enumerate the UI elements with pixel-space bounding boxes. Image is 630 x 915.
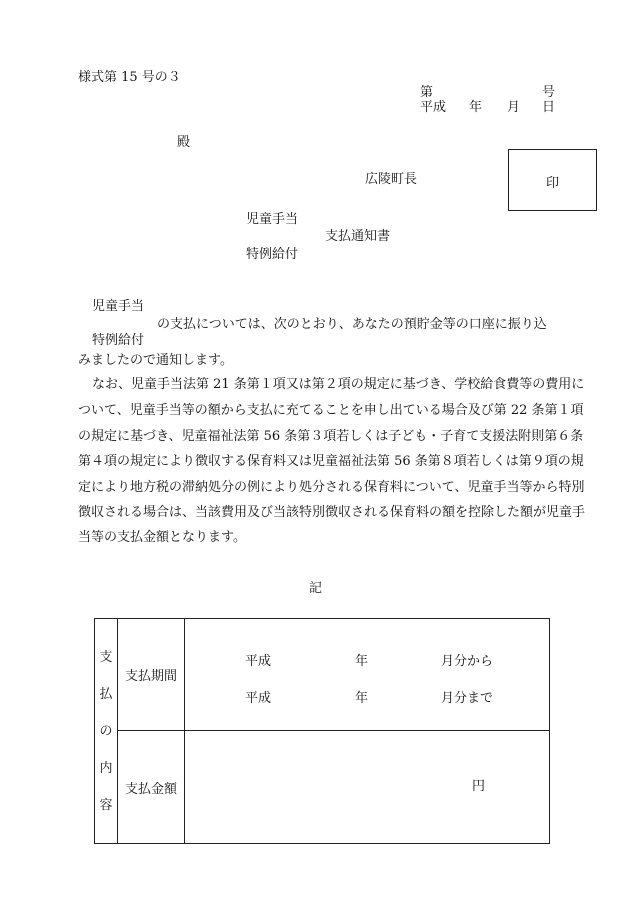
period-to-suffix: 月分まで bbox=[441, 691, 494, 706]
date-day: 日 bbox=[542, 100, 556, 115]
seal-box bbox=[508, 149, 597, 211]
doc-number-suffix: 号 bbox=[542, 85, 556, 100]
payment-content-side-label bbox=[95, 619, 118, 844]
payment-details-table bbox=[94, 618, 550, 844]
form-number: 様式第 15 号の３ bbox=[78, 70, 181, 85]
side-label-char: 支 bbox=[99, 649, 113, 665]
intro-text2: みましたので通知します。 bbox=[78, 353, 233, 368]
note-line: 徴収される場合は、当該費用及び当該特別徴収される保育料の額を控除した額が児童手 bbox=[78, 505, 586, 520]
issuer-name: 広陵町長 bbox=[365, 172, 418, 187]
period-from-suffix: 月分から bbox=[441, 654, 494, 669]
side-label-char: 払 bbox=[99, 686, 113, 702]
date-era: 平成 bbox=[420, 100, 447, 115]
period-values bbox=[185, 619, 550, 731]
title-line3: 特例給付 bbox=[246, 247, 299, 262]
note-line: なお、児童手当法第 21 条第１項又は第２項の規定に基づき、学校給食費等の費用に bbox=[92, 377, 585, 392]
period-from-era: 平成 bbox=[245, 654, 272, 669]
date-year: 年 bbox=[469, 100, 483, 115]
side-label-char: 内 bbox=[99, 760, 113, 776]
side-label-char: 容 bbox=[99, 797, 113, 813]
intro-option1: 児童手当 bbox=[92, 299, 145, 314]
period-label: 支払期間 bbox=[118, 619, 185, 731]
period-from-year: 年 bbox=[355, 654, 369, 669]
note-line: 定により地方税の滞納処分の例により処分される保育料について、児童手当等から特別 bbox=[78, 480, 585, 495]
side-label-char: の bbox=[99, 723, 113, 739]
period-to-era: 平成 bbox=[245, 691, 272, 706]
seal-label: 印 bbox=[545, 176, 559, 191]
amount-unit: 円 bbox=[472, 779, 486, 794]
title-line2: 支払通知書 bbox=[325, 229, 391, 244]
period-to-year: 年 bbox=[355, 691, 369, 706]
amount-label: 支払金額 bbox=[118, 731, 185, 844]
intro-option2: 特例給付 bbox=[92, 333, 145, 348]
title-line1: 児童手当 bbox=[246, 212, 299, 227]
intro-text1: の支払については、次のとおり、あなたの預貯金等の口座に振り込 bbox=[157, 317, 547, 332]
note-line: ついて、児童手当等の額から支払に充てることを申し出ている場合及び第 22 条第１項 bbox=[78, 403, 584, 418]
note-line: 当等の支払金額となります。 bbox=[78, 530, 246, 545]
note-line: 第４項の規定により徴収する保育料又は児童福祉法第 56 条第８項若しくは第９項の規 bbox=[78, 454, 584, 469]
date-month: 月 bbox=[507, 100, 521, 115]
amount-value bbox=[185, 731, 550, 844]
addressee-honorific: 殿 bbox=[177, 135, 191, 150]
doc-number-prefix: 第 bbox=[420, 85, 434, 100]
ki-heading: 記 bbox=[309, 581, 323, 596]
note-line: の規定に基づき、児童福祉法第 56 条第３項若しくは子ども・子育て支援法附則第６条 bbox=[78, 429, 584, 444]
